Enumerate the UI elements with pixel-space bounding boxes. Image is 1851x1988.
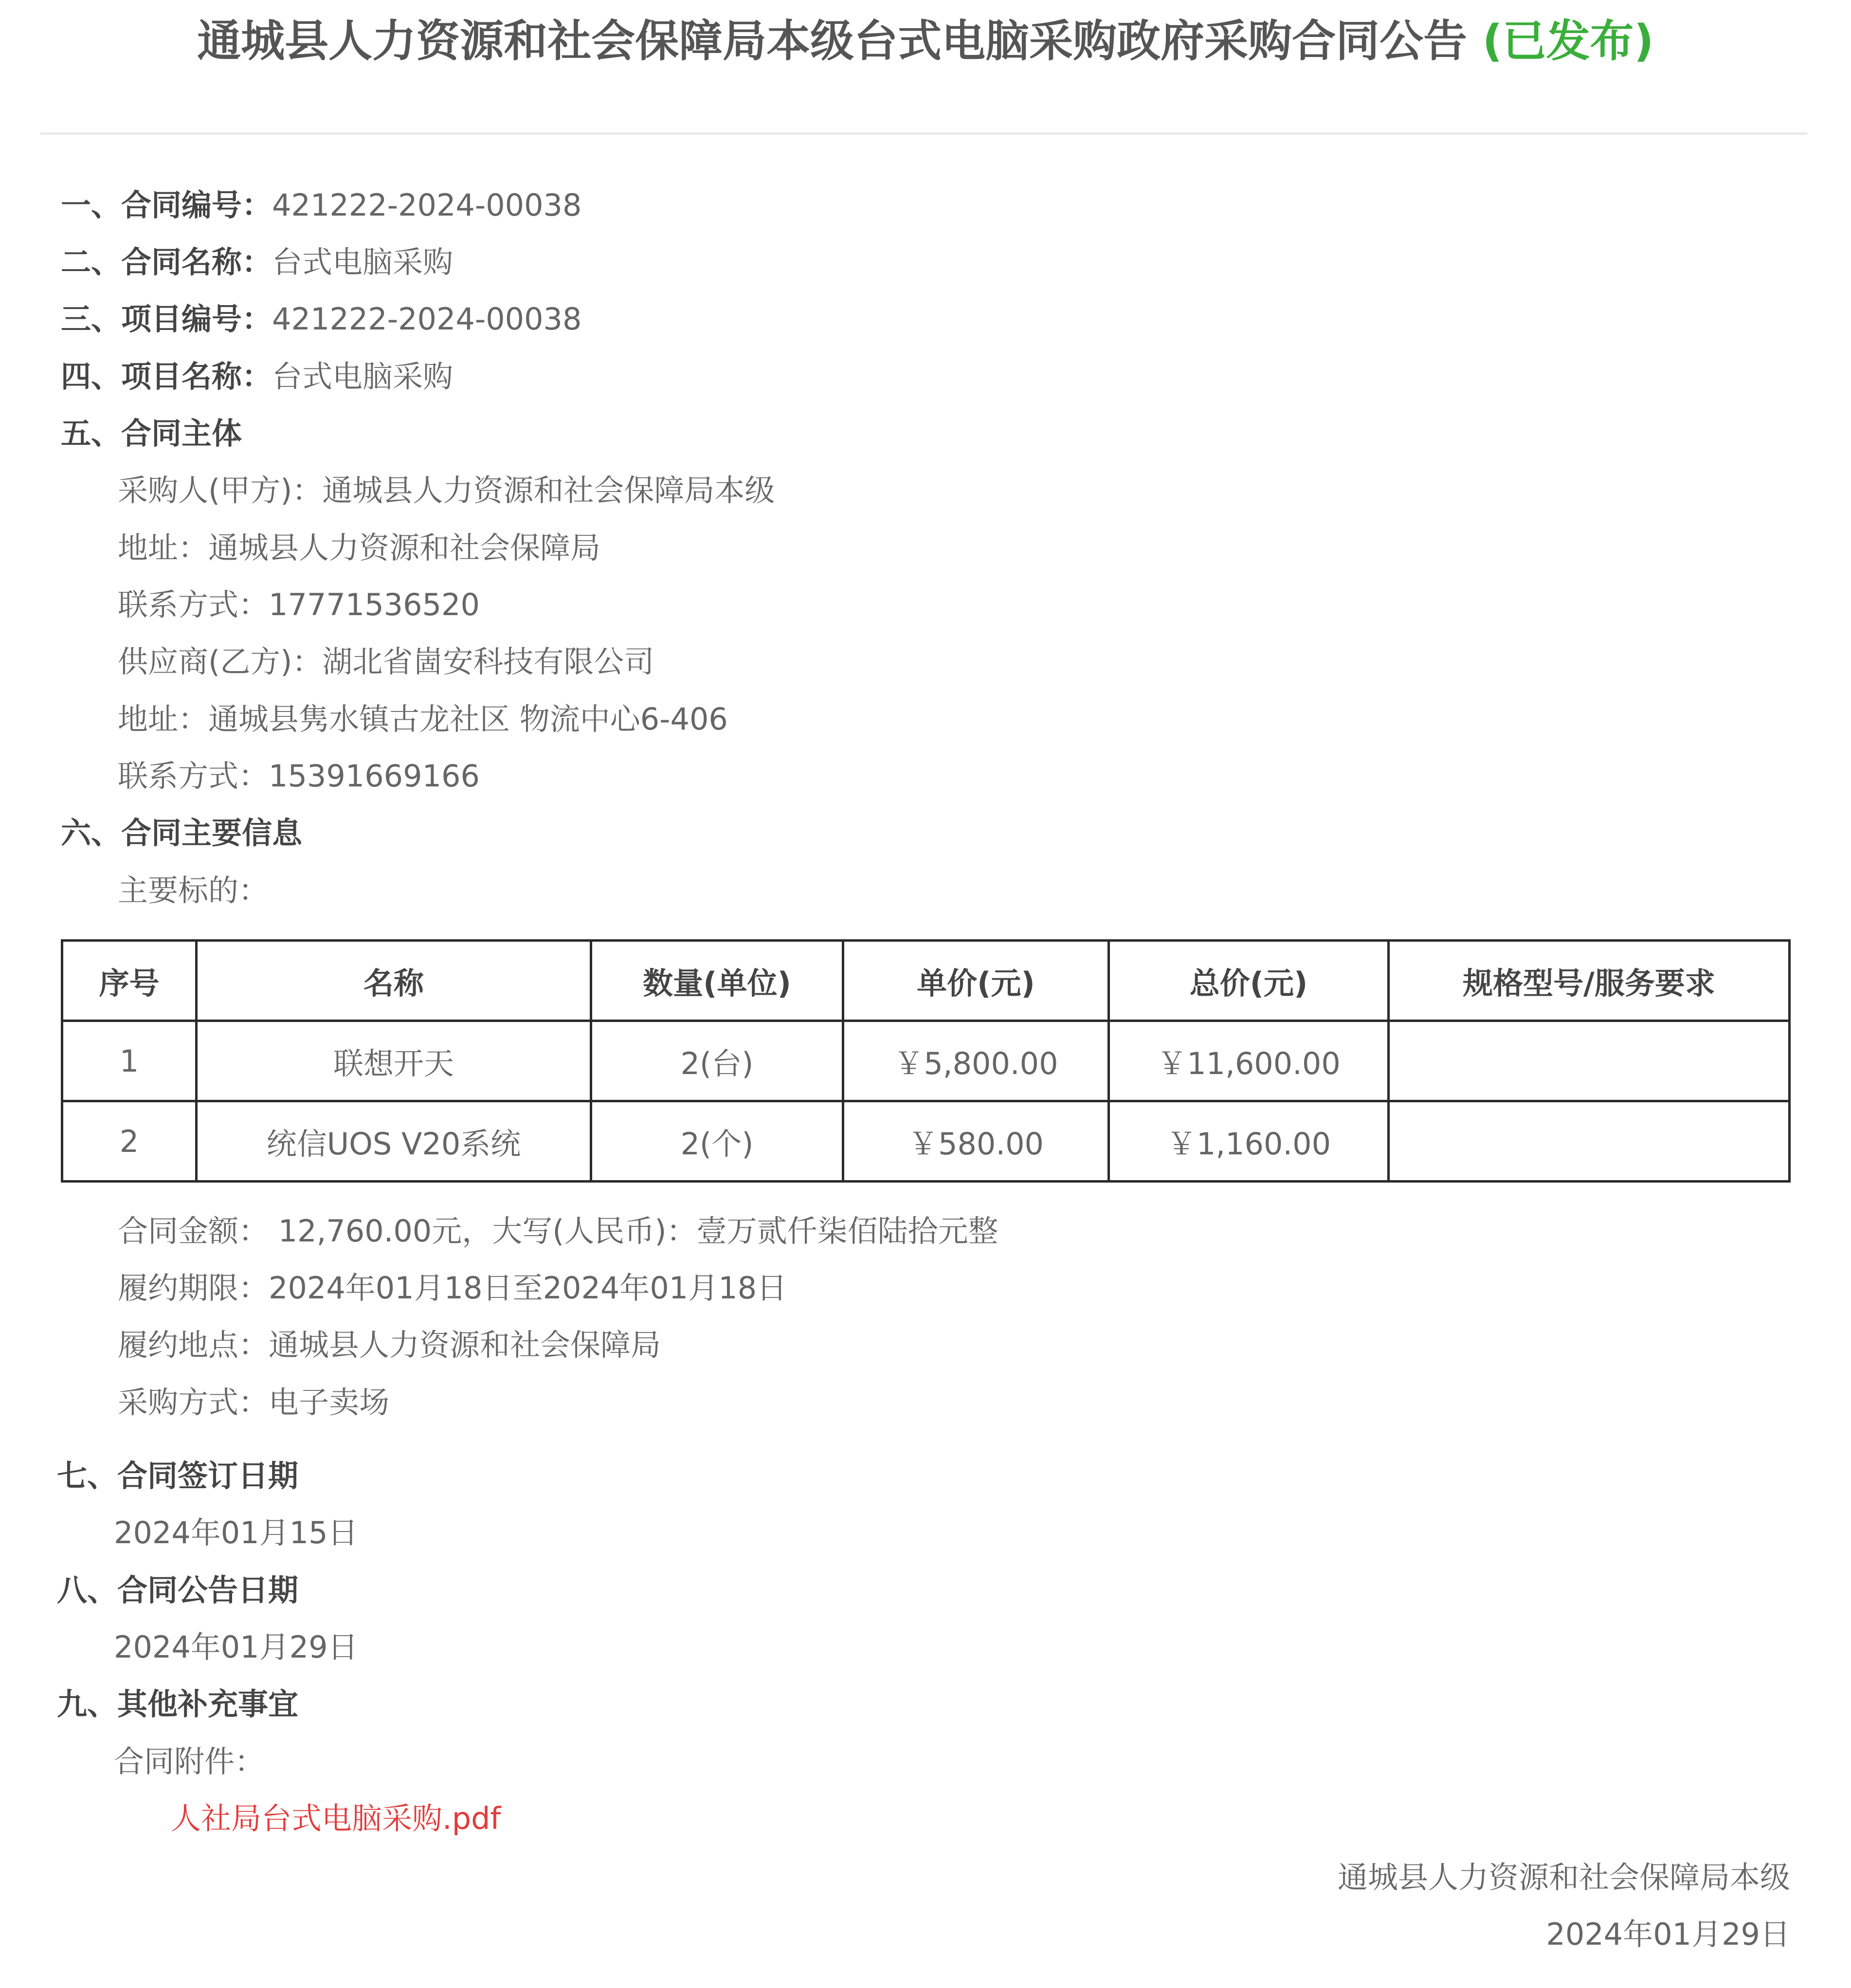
cell-total-price: ￥1,160.00 [1109, 1101, 1389, 1182]
project-name-value: 台式电脑采购 [272, 359, 454, 394]
cell-index: 2 [62, 1101, 197, 1182]
signing-date: 2024年01月15日 [114, 1515, 358, 1550]
cell-unit-price: ￥5,800.00 [843, 1021, 1109, 1101]
supplier-contact: 联系方式：15391669166 [118, 758, 480, 794]
title-divider [40, 132, 1807, 135]
announce-date: 2024年01月29日 [114, 1629, 358, 1665]
performance-place: 履约地点：通城县人力资源和社会保障局 [118, 1327, 661, 1363]
col-header-name: 名称 [197, 941, 591, 1021]
status-badge: (已发布) [1482, 16, 1654, 67]
cell-name: 统信UOS V20系统 [197, 1101, 591, 1182]
col-header-quantity: 数量(单位) [591, 941, 843, 1021]
cell-quantity: 2(台) [591, 1021, 843, 1101]
supplier-address: 地址：通城县隽水镇古龙社区 物流中心6-406 [118, 701, 728, 737]
project-number-label: 三、项目编号： [61, 301, 272, 337]
project-name-label: 四、项目名称： [61, 359, 272, 394]
performance-period: 履约期限：2024年01月18日至2024年01月18日 [118, 1270, 787, 1306]
contract-amount: 合同金额： 12,760.00元，大写(人民币)：壹万贰仟柒佰陆拾元整 [118, 1213, 998, 1249]
buyer-name: 采购人(甲方)：通城县人力资源和社会保障局本级 [118, 473, 775, 508]
contract-parties-heading: 五、合同主体 [61, 416, 242, 451]
subject-label: 主要标的： [118, 873, 269, 908]
table-row [62, 1101, 1790, 1182]
attachment-row [171, 1799, 501, 1838]
buyer-address: 地址：通城县人力资源和社会保障局 [118, 530, 601, 565]
contract-number-value: 421222-2024-00038 [272, 187, 582, 223]
page-title [0, 10, 1851, 73]
cell-quantity: 2(个) [591, 1101, 843, 1182]
items-table [61, 939, 1791, 1183]
procurement-method: 采购方式：电子卖场 [118, 1385, 390, 1420]
table-header-row [62, 941, 1790, 1021]
contract-info-heading: 六、合同主要信息 [61, 815, 303, 851]
col-header-spec: 规格型号/服务要求 [1389, 941, 1790, 1021]
col-header-total-price: 总价(元) [1109, 941, 1389, 1021]
cell-spec [1389, 1101, 1790, 1182]
col-header-unit-price: 单价(元) [843, 941, 1109, 1021]
contract-name-value: 台式电脑采购 [272, 244, 454, 280]
contract-number-line [61, 186, 581, 225]
title-text: 通城县人力资源和社会保障局本级台式电脑采购政府采购合同公告 [197, 16, 1468, 67]
cell-name: 联想开天 [197, 1021, 591, 1101]
attachment-link[interactable]: 人社局台式电脑采购.pdf [171, 1801, 501, 1836]
attachment-label: 合同附件： [114, 1744, 265, 1779]
signature-date: 2024年01月29日 [1546, 1916, 1790, 1952]
signing-date-heading: 七、合同签订日期 [57, 1458, 299, 1494]
project-number-value: 421222-2024-00038 [272, 301, 582, 337]
contract-number-label: 一、合同编号： [61, 187, 272, 223]
col-header-index: 序号 [62, 941, 197, 1021]
contract-name-line [61, 243, 453, 282]
project-number-line [61, 300, 581, 339]
signature-org: 通城县人力资源和社会保障局本级 [1337, 1860, 1790, 1895]
announce-date-heading: 八、合同公告日期 [57, 1572, 299, 1608]
other-matters-heading: 九、其他补充事宜 [57, 1686, 299, 1722]
cell-unit-price: ￥580.00 [843, 1101, 1109, 1182]
cell-index: 1 [62, 1021, 197, 1101]
table-row [62, 1021, 1790, 1101]
cell-spec [1389, 1021, 1790, 1101]
project-name-line [61, 357, 453, 396]
supplier-name: 供应商(乙方)：湖北省崮安科技有限公司 [118, 644, 654, 679]
cell-total-price: ￥11,600.00 [1109, 1021, 1389, 1101]
contract-name-label: 二、合同名称： [61, 244, 272, 280]
buyer-contact: 联系方式：17771536520 [118, 587, 480, 622]
